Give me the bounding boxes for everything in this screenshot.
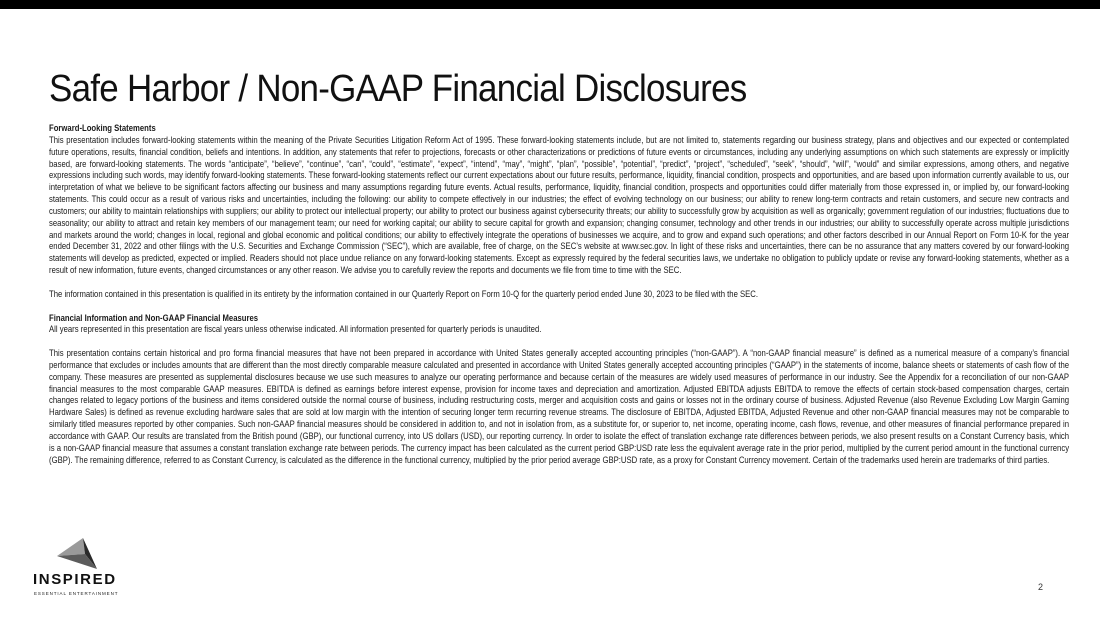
logo-wordmark: INSPIRED — [33, 571, 117, 588]
page-number: 2 — [1038, 582, 1044, 592]
top-bar — [0, 0, 1100, 9]
non-gaap-heading: Financial Information and Non-GAAP Financial Measures — [49, 312, 259, 323]
page-title: Safe Harbor / Non-GAAP Financial Disclosures — [49, 68, 747, 110]
inspired-triangle-logo-icon — [55, 536, 99, 570]
forward-looking-paragraph: This presentation includes forward-looking statements within the meaning of the Private Securities Litigation Reform Act of 1995. These forward-looking statements include, but are not limited to, statements regarding our business strategy, plans and objectives and our expected or contemplated future operations, results, financial condition, beliefs and intentions. In addition, any statements that refer to projections, forecasts or other characterizations or predictions of future events or circumstances, including any underlying assumptions on which such statements are expressly or implicitly based, are forward-looking statements. The words “anticipate”, “believe”, “continue”, “can”, “could”, “estimate”, “expect”, “intend”, “may”, “might”, “plan”, “possible”, “potential”, “predict”, “project”, “scheduled”, “seek”, “should”, “will”, “would” and similar expressions, among others, and negative expressions including such words, may identify forward-looking statements. These forward-looking statements reflect our current expectations about our future results, performance, liquidity, financial condition, prospects and opportunities, and are based upon information currently available to us, our interpretation of what we believe to be significant factors affecting our business and many assumptions regarding future events. Actual results, performance, liquidity, financial condition, prospects and opportunities could differ materially from those expressed in, or implied by, our forward-looking statements. This could occur as a result of various risks and uncertainties, including the following: our ability to compete effectively in our industries; the effect of evolving technology on our business; our ability to renew long-term contracts and retain customers, and secure new contracts and customers; our ability to maintain relationships with suppliers; our ability to protect our intellectual property; our ability to protect our business against cybersecurity threats; our ability to successfully grow by acquisition as well as organically; government regulation of our industries; fluctuations due to seasonality; our ability to attract and retain key members of our management team; our need for working capital; our ability to secure capital for growth and expansion; changing consumer, technology and other trends in our industries; our ability to successfully operate across multiple jurisdictions and markets around the world; changes in local, regional and global economic and political conditions; our ability to effectively integrate the operations of businesses we acquire, and to grow and expand such operations; and other factors described in our Annual Report on Form 10-K for the year ended December 31, 2022 and other filings with the U.S. Securities and Exchange Commission (“SEC”), which are available, free of charge, on the SEC’s website at www.sec.gov. In light of these risks and uncertainties, there can be no assurance that any matters covered by our forward-looking statements will develop as predicted, expected or implied. Readers should not place undue reliance on any forward-looking statements. Except as expressly required by the federal securities laws, we undertake no obligation to publicly update or revise any forward-looking statements, whether as a result of new information, future events, changed circumstances or any other reason. We advise you to carefully review the reports and documents we file from time to time with the SEC. — [49, 134, 1070, 276]
forward-looking-heading: Forward-Looking Statements — [49, 123, 156, 133]
disclosure-body — [49, 123, 1069, 466]
fiscal-years-note: All years represented in this presentation are fiscal years unless otherwise indicated. All information presented for quarterly periods is unaudited. — [49, 324, 542, 335]
quarterly-report-qualifier: The information contained in this presentation is qualified in its entirety by the information contained in our Quarterly Report on Form 10-Q for the quarterly period ended June 30, 2023 to be filed with the SEC. — [49, 288, 759, 299]
non-gaap-paragraph: This presentation contains certain historical and pro forma financial measures that have not been prepared in accordance with United States generally accepted accounting principles (“non-GAAP”). A “non-GAAP financial measure” is defined as a numerical measure of a company’s financial performance that excludes or includes amounts that are different than the most directly comparable measure calculated and presented in accordance with United States generally accepted accounting principles (“GAAP”) in the statements of income, balance sheets or statements of cash flow of the company. These measures are presented as supplemental disclosures because we use such measures to analyze our operating performance and because certain of the measures are widely used measures of performance in our industry. See the Appendix for a reconciliation of our non-GAAP financial measures to the most comparable GAAP measures. EBITDA is defined as earnings before interest expense, provision for income taxes and depreciation and amortization. Adjusted EBITDA adjusts EBITDA to remove the effects of certain stock-based compensation charges, certain changes related to legacy portions of the business and items considered outside the normal course of business, including restructuring costs, merger and acquisition costs and gains or losses not in the ordinary course of business. Adjusted Revenue (also Revenue Excluding Low Margin Gaming Hardware Sales) is defined as revenue excluding hardware sales that are sold at low margin with the intention of securing longer term recurring revenue streams. The disclosure of EBITDA, Adjusted EBITDA, Adjusted Revenue and other non-GAAP financial measures may not be comparable to similarly titled measures reported by other companies. Such non-GAAP financial measures should be considered in addition to, and not in isolation from, as a substitute for, or superior to, net income, operating income, cash flows, revenue, and other measures of financial performance prepared in accordance with GAAP. Our results are translated from the British pound (GBP), our functional currency, into US dollars (USD), our reporting currency. In order to isolate the effect of translation exchange rate differences between periods, we also present results on a Constant Currency basis, which is a non-GAAP financial measure that assumes a constant translation exchange rate between periods. The currency impact has been calculated as the current period GBP:USD rate less the equivalent average rate in the prior period, multiplied by the current period amount in the functional currency (GBP). The remaining difference, referred to as Constant Currency, is calculated as the difference in the functional currency, multiplied by the prior period average GBP:USD rate, as a proxy for Constant Currency movement. Certain of the trademarks used herein are trademarks of third parties. — [49, 348, 1070, 465]
logo-tagline: ESSENTIAL ENTERTAINMENT — [34, 591, 119, 596]
company-logo — [33, 536, 133, 600]
